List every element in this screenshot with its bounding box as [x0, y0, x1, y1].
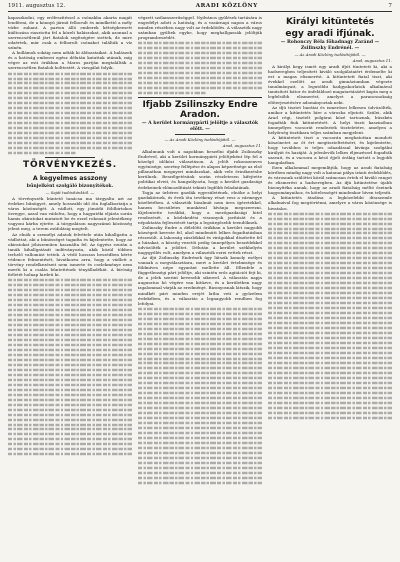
section-divider [45, 157, 95, 158]
section-divider [45, 172, 95, 173]
text-filler [138, 307, 262, 485]
section-divider [175, 134, 225, 135]
article-text: A kitüntetés átadása a legközelebbi díszszemle alkalmával fog megtörténni, amelyre a város közönsége is hivatalos. [268, 195, 392, 211]
article-headline-line2: egy aradi ifjúnak. [285, 29, 375, 39]
article-text: Tagja az úrbéres gazdák egyesületének, elnöke a helyi gazdakörnek, és évek óta tevékeny részt vesz a vármegye közéletében. A választók bizalmát nem üres ígéretekkel, hanem becsületes munkával kívánja megszerezni. Kijelentette továbbá, hogy a mezőgazdasági hitel rendezését, a közlekedési viszonyok javítását és a népoktatás fejlesztését tartja a legsürgősebb teendőknek. [138, 189, 262, 225]
article-text: végzett szólamszerűséggel. Nyilvános gyűlések tartására is engedélyt adott a hatóság, és a vasárnapi napon a város minden részében nagy volt az érdeklődés. A választók nagy számban gyűltek egybe, hogy meghallgassák jelöltjük programbeszédét. [138, 15, 262, 41]
article-text: Alkalmunk volt a napokban beszélni ifjabb Zsilinszky Endrével, aki a kerület kormánypárti jelöltjeként lép fel a közelgő időközi választáson. A jelölt rokonszenves egyénisége, szerény fellépése és alapos képzettsége az első pillanatban megnyeri mindazokat, akik vele érintkezésbe kerülnek. Beszélgetésünk során részletesen kifejtette politikai elveit, és hangsúlyozta, hogy a kerület gazdasági érdekeinek előmozdítását tekinti legfőbb feladatának. [138, 149, 262, 190]
article-headline: Királyi kitüntetés [285, 17, 375, 27]
article-headline: Ifjabb Zsilinszky Endre Aradon. [142, 100, 258, 121]
article-headline: A kegyelmes asszony [32, 175, 108, 183]
article-place-date: Arad, augusztus 11. [352, 58, 392, 64]
article-text: kapaszkodni, egy erőfeszítéssel a csónakba akarta magát lendíteni, de a könnyű jármű felborult és mindkettő a mély vízbe zuhant. A parton álló emberek kétségbeesett kiáltozása riasztotta fel a közeli halászokat, akik azonnal a szerencsétlenül járt fiatalok segítségére siettek, de mire odaértek, már csak a felborult csónakot találták a víz színén. [8, 15, 132, 51]
section-divider [138, 97, 262, 98]
article-dateline: — Saját tudósítónktól. — [45, 190, 95, 196]
article-text: Zsilinszky Endre a délelőtti órákban a kerület nagyobb községeit kereste fel, ahol mindenütt lelkes fogadtatásban részesült. A lakosság zászlókkal és virágokkal díszítette fel a házakat, a község vezetői pedig ünnepélyes beszédekkel üdvözölték a jelöltet. Délután a kerület székhelyén nagygyűlés volt, amelyen a választók ezrei vettek részt. [138, 224, 262, 256]
article-columns [8, 15, 392, 560]
section-heading: TÖRVÉNYKEZÉS. [23, 160, 117, 171]
article-dateline: — Az Aradi Közlöny tudósítójától. — [164, 137, 236, 143]
newspaper-title: ARADI KÖZLÖNY [195, 3, 258, 9]
article-text: Az elnök a személyi adatok felvétele után kihallgatta a vádlottat, aki a bűnösséget tagadta és kijelentette, hogy az okiratokat jóhiszeműen használta fel. Az ügyész ezután a tanúk kihallgatását indítványozta, akik közül többen terhelő vallomást tettek. A védő hosszas beszédben kérte védence felmentését, hivatkozva arra, hogy a vádlott a törvény rendelkezéseit nem ismerte és cselekménye nem meríti ki a csalás bűntettének tényálladékát. A bíróság ítéletét holnap hirdeti ki. [8, 231, 132, 277]
article-text: Az ifjú Zsilinszky Endrének úgy látszik komoly esélyei vannak a megválasztásra, mert a kerület értelmisége és földmíves népe egyaránt mellette áll. Ellenfele a függetlenségi párt jelöltje, aki szintén erős agitációt fejt ki, de a jelek szerint kevesebb sikerrel. A választás napja augusztus hó végére van kitűzve, és a kerületben nagy izgalommal várják az eredményt. Bizonyosnak látszik, hogy mindkét párt minden erejét latba veti a győzelem érdekében, és a választás a legnagyobb rendben fog lefolyni. [138, 255, 262, 306]
text-filler [8, 278, 132, 456]
text-filler [268, 212, 392, 420]
article-text: A kitüntetett tiszt a vacsorán meghatottan mondott köszönetet az őt ért megtiszteltetésért, és kijelentette, hogy továbbra is teljes odaadással kívánja szolgálni királyát és hazáját. A jelenlevők lelkes éljenzéssel fogadták szavait, és a vacsora a késő éjjeli órákig tartott a legjobb hangulatban. [268, 134, 392, 166]
article-subheadline: — A kerület kormánypárti jelöltje a választók előtt. — [141, 121, 259, 132]
issue-date: 1911. augusztus 12. [8, 3, 66, 9]
article-subheadline: — Rohonczy Béla főhadnagy Zaránd — Zsilinszky Endrénél. — [280, 40, 380, 51]
article-text: Az ifjú tisztet barátai és ismerősei lelkesen üdvözölték, amikor a kitüntetés híre a városba eljutott. Szülei, akik Arad régi, tisztelt polgárai közé tartoznak, büszkén fogadták fiuk kitüntetését. A helyi tiszti kaszinóban ünnepélyes vacsorát rendeztek tiszteletére, amelyen a helyőrség tisztikara teljes számban megjelent. [268, 104, 392, 135]
article-text: Ezen alkalommal megemlítjük, hogy az aradi fiatalság körében mindig nagy volt a katonai pálya iránti érdeklődés, és városunk szülöttei közül számosan értek el kiváló rangot és elismerést a hadseregben. Az ifjú kitüntetése újabb bizonyítéka annak, hogy az aradi fiatalság méltó őseinek hagyományaihoz, és kötelességét mindenkor híven teljesíti. [268, 165, 392, 196]
text-filler [8, 72, 132, 156]
article-subheadline: bűnjelként szolgáló bizonyítékok. [26, 183, 114, 189]
article-place-date: Arad, augusztus 11. [222, 143, 262, 149]
page-number: 7 [388, 3, 392, 9]
masthead [8, 3, 392, 12]
article-text: A törvényszék büntető tanácsa ma tárgyalta azt az érdekes bűnügyet, amely hosszabb idő óta foglalkoztatja a város közönségét. A vádlott, egy jómódú földbirtokos özvegye, azzal van vádolva, hogy a hagyatéki eljárás során hamis okiratokat mutatott be és ezzel rokonait jelentékeny vagyoni kárba ejtette. A tárgyaláson nagyszámú közönség jelent meg, a terem zsúfolásig megtelt. [8, 196, 132, 232]
column-3 [268, 15, 392, 560]
text-filler [138, 41, 262, 95]
column-1 [8, 15, 132, 560]
article-dateline: — Az Aradi Közlöny tudósítójától. — [294, 52, 366, 58]
article-text: A hullámok sokáig nem adták ki áldozataikat. A halászok és a hatóság emberei egész délután kutattak utánuk, míg végre az esti órákban a Maros partján megtalálták a szerencsétlen fiatalok holttestét. A vizsgálat folyik. [8, 50, 132, 71]
column-2 [138, 15, 262, 560]
article-text: A királyi kegy ismét egy aradi ifjút tüntetett ki, aki a hadseregben teljesített kiváló szolgálataiért érdemelte ki ezt a magas elismerést. A kitüntetett fiatal tiszt, aki évekkel ezelőtt az aradi gimnáziumban végezte tanulmányait, a legutóbbi hadgyakorlatok alkalmával tanúsított bátor és önfeláldozó magatartásáért kapta meg a legfelsőbb elismerést, amelyet a parancsnokság előterjesztésére adományoztak neki. [268, 64, 392, 105]
